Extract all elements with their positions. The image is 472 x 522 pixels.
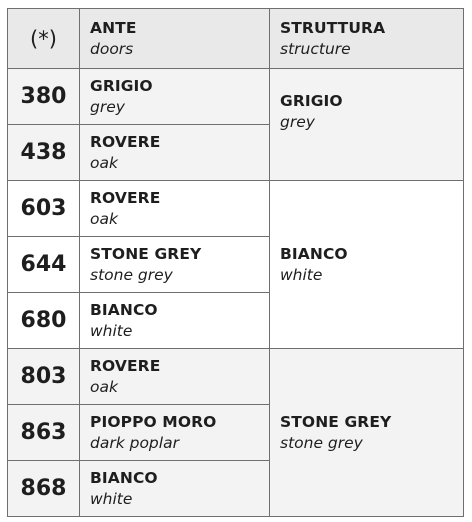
door-finish-translation: stone grey bbox=[90, 265, 173, 284]
door-finish-name: ROVERE bbox=[90, 132, 161, 151]
color-combinations-table bbox=[7, 8, 464, 517]
door-finish-name: BIANCO bbox=[90, 468, 158, 487]
door-finish-translation: white bbox=[90, 489, 133, 508]
structure-finish-name: STONE GREY bbox=[280, 412, 392, 431]
door-finish-name: ROVERE bbox=[90, 188, 161, 207]
door-finish-name: PIOPPO MORO bbox=[90, 412, 217, 431]
color-code: 803 bbox=[8, 349, 80, 405]
structure-finish-name: BIANCO bbox=[280, 244, 348, 263]
door-finish bbox=[80, 461, 270, 517]
structure-title: STRUTTURA bbox=[280, 18, 386, 37]
door-finish bbox=[80, 237, 270, 293]
code-column-header: (*) bbox=[8, 9, 80, 69]
door-finish-name: BIANCO bbox=[90, 300, 158, 319]
structure-finish-translation: grey bbox=[280, 113, 315, 131]
structure-finish bbox=[270, 349, 464, 517]
structure-subtitle: structure bbox=[280, 39, 351, 58]
structure-finish-translation: white bbox=[280, 265, 323, 284]
door-finish-name: GRIGIO bbox=[90, 76, 153, 95]
color-code: 438 bbox=[8, 125, 80, 181]
color-code: 863 bbox=[8, 405, 80, 461]
structure-finish-translation: stone grey bbox=[280, 433, 363, 452]
door-finish bbox=[80, 69, 270, 125]
door-finish-translation: oak bbox=[90, 153, 118, 172]
door-finish bbox=[80, 181, 270, 237]
door-finish bbox=[80, 349, 270, 405]
header-row bbox=[8, 9, 464, 69]
door-finish-translation: oak bbox=[90, 377, 118, 396]
table-row bbox=[8, 69, 464, 125]
color-code: 603 bbox=[8, 181, 80, 237]
color-code: 380 bbox=[8, 69, 80, 125]
table-row bbox=[8, 349, 464, 405]
structure-finish bbox=[270, 69, 464, 181]
door-finish-name: STONE GREY bbox=[90, 244, 202, 263]
color-code: 680 bbox=[8, 293, 80, 349]
structure-finish bbox=[270, 181, 464, 349]
door-finish-name: ROVERE bbox=[90, 356, 161, 375]
doors-title: ANTE bbox=[90, 18, 137, 37]
color-code: 644 bbox=[8, 237, 80, 293]
door-finish bbox=[80, 293, 270, 349]
color-code: 868 bbox=[8, 461, 80, 517]
door-finish bbox=[80, 405, 270, 461]
door-finish-translation: dark poplar bbox=[90, 433, 179, 452]
door-finish-translation: grey bbox=[90, 97, 125, 116]
doors-subtitle: doors bbox=[90, 39, 134, 58]
doors-column-header bbox=[80, 9, 270, 69]
structure-finish-name: GRIGIO bbox=[280, 92, 343, 110]
door-finish-translation: white bbox=[90, 321, 133, 340]
door-finish bbox=[80, 125, 270, 181]
table-row bbox=[8, 181, 464, 237]
door-finish-translation: oak bbox=[90, 209, 118, 228]
structure-column-header bbox=[270, 9, 464, 69]
